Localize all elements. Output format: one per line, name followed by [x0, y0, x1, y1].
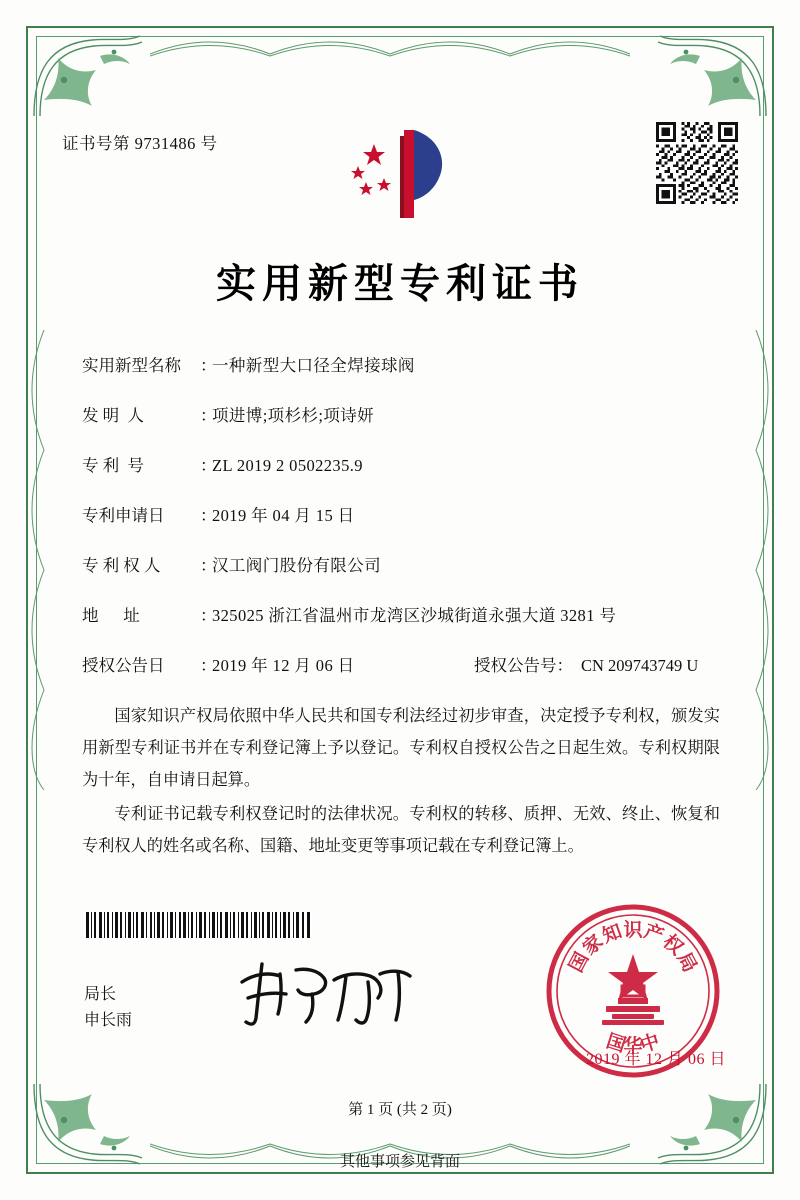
field-label: 地 址 [82, 606, 140, 625]
field-row-dual [82, 652, 722, 702]
field-colon: ： [200, 406, 217, 425]
svg-text:家: 家 [579, 931, 608, 960]
svg-text:权: 权 [658, 931, 687, 960]
field-label: 实用新型名称 [82, 356, 181, 375]
paragraph: 专利证书记载专利权登记时的法律状况。专利权的转移、质押、无效、终止、恢复和专利权人的姓名或名称、国籍、地址变更等事项记载在专利登记簿上。 [82, 805, 720, 855]
svg-text:中: 中 [637, 1030, 663, 1057]
field-row [82, 452, 722, 502]
cnipa-logo-icon [340, 122, 460, 222]
field-row [82, 502, 722, 552]
field-label: 授权公告日 [82, 656, 165, 675]
field-value: 325025 浙江省温州市龙湾区沙城街道永强大道 3281 号 [212, 606, 617, 625]
handwritten-signature-icon [228, 952, 428, 1032]
field-label: 专 利 权 人 [82, 556, 161, 575]
field-colon: ： [200, 456, 217, 475]
paragraph: 国家知识产权局依照中华人民共和国专利法经过初步审查，决定授予专利权，颁发实用新型专利证书并在专利登记簿上予以登记。专利权自授权公告之日起生效。专利权期限为十年，自申请日起算。 [82, 707, 720, 789]
page-title: 实用新型专利证书 [216, 261, 584, 306]
field-colon: ： [200, 656, 217, 675]
field-row [82, 552, 722, 602]
field-colon-secondary: ： [556, 656, 573, 675]
svg-text:华: 华 [623, 1036, 643, 1057]
field-colon: ： [200, 356, 217, 375]
field-list [82, 352, 722, 702]
field-colon: ： [200, 606, 217, 625]
director-title-label: 局长 [84, 986, 117, 1003]
barcode-icon [84, 912, 312, 938]
field-label: 专 利 号 [82, 456, 144, 475]
field-value-secondary: CN 209743749 U [581, 656, 699, 675]
field-row [82, 402, 722, 452]
signature-labels [84, 982, 132, 1034]
field-colon: ： [200, 506, 217, 525]
field-value: 一种新型大口径全焊接球阀 [212, 356, 415, 375]
qr-code-icon [656, 122, 738, 204]
svg-text:产: 产 [641, 921, 667, 948]
field-value: 项进博;项杉杉;项诗妍 [212, 406, 375, 425]
field-row [82, 602, 722, 652]
field-value: 汉工阀门股份有限公司 [212, 556, 381, 575]
field-row [82, 352, 722, 402]
field-colon: ： [200, 556, 217, 575]
footer-note: 其他事项参见背面 [339, 1154, 460, 1170]
certificate-number: 证书号第 9731486 号 [62, 134, 218, 153]
field-label: 发 明 人 [82, 406, 144, 425]
field-label: 专利申请日 [82, 506, 165, 525]
svg-text:知: 知 [599, 921, 625, 948]
page-number: 第 1 页 (共 2 页) [348, 1102, 452, 1118]
svg-text:识: 识 [623, 920, 643, 941]
seal-date: 2019 年 12 月 06 日 [585, 1051, 726, 1068]
svg-text:局: 局 [672, 949, 701, 976]
svg-text:国: 国 [603, 1030, 629, 1057]
field-value: 2019 年 04 月 15 日 [212, 506, 355, 525]
field-value: ZL 2019 2 0502235.9 [212, 456, 363, 475]
body-paragraphs [82, 700, 720, 864]
director-name-label: 申长雨 [84, 1012, 133, 1029]
field-value: 2019 年 12 月 06 日 [212, 656, 355, 675]
field-label-secondary: 授权公告号 [474, 656, 557, 675]
svg-text:国: 国 [565, 949, 594, 976]
